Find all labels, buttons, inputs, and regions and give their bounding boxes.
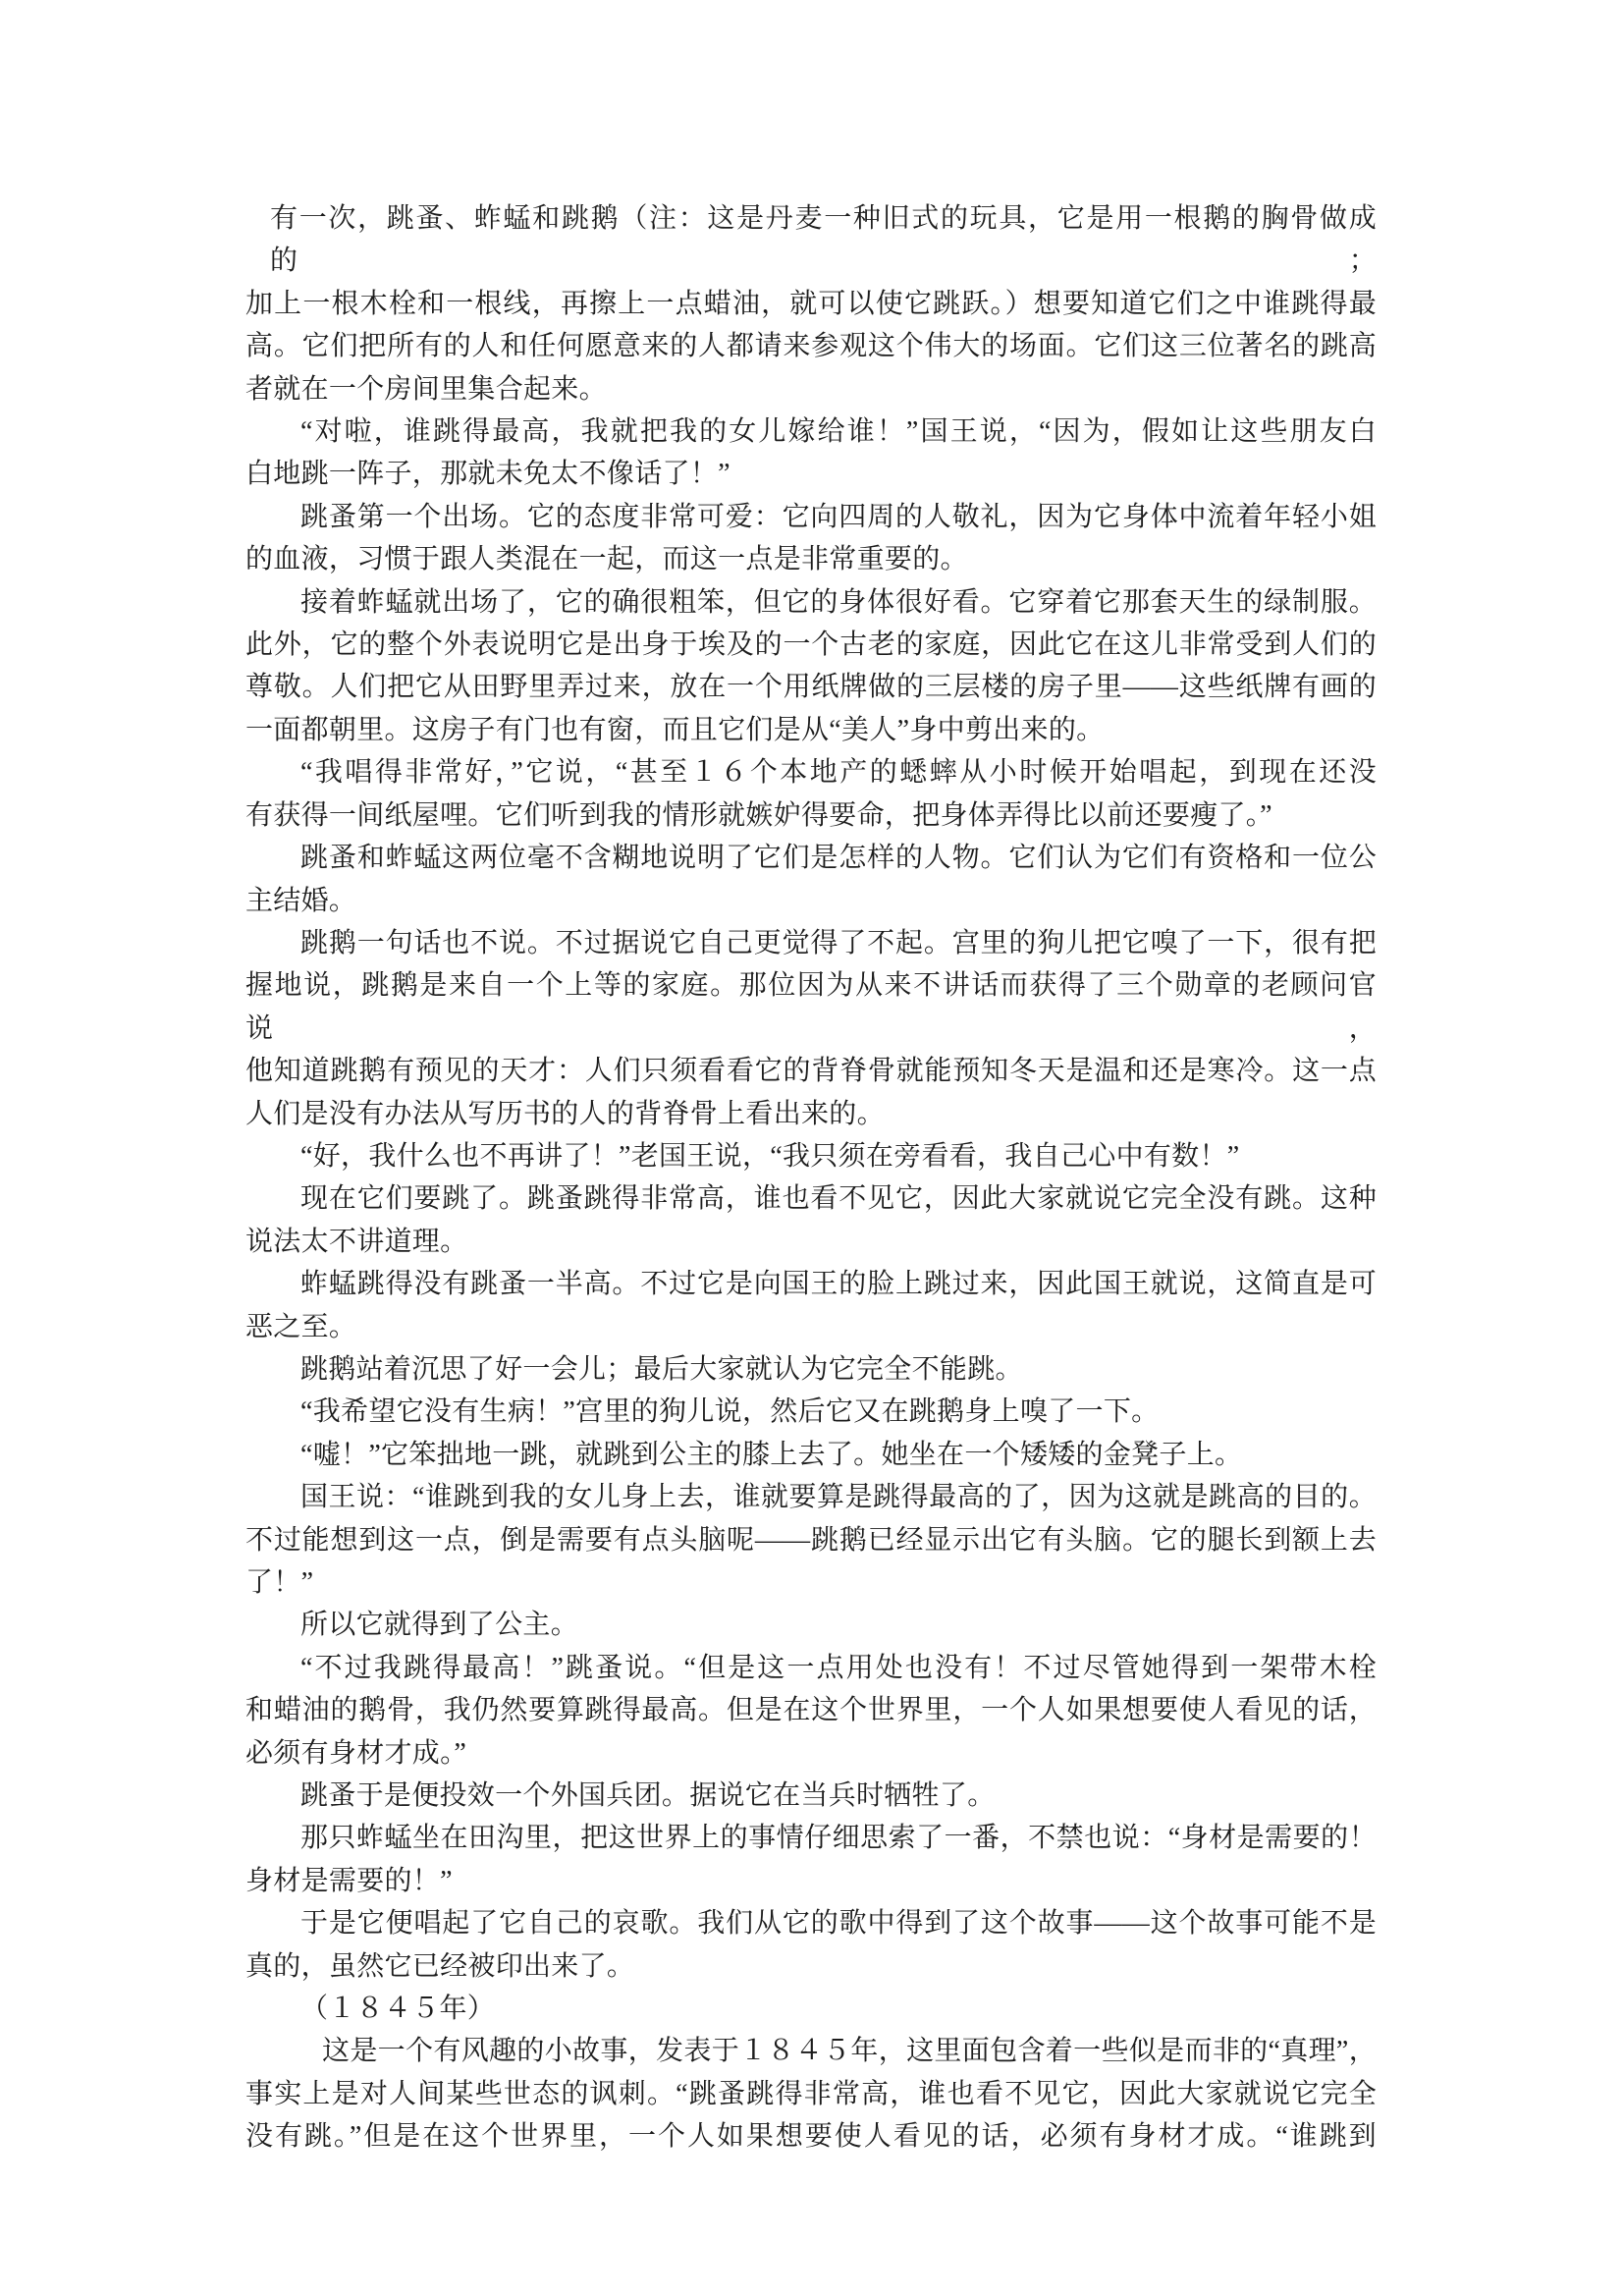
text-line: 的血液，习惯于跟人类混在一起，而这一点是非常重要的。 xyxy=(245,544,968,575)
text-line: “我唱得非常好，”它说，“甚至１６个本地产的蟋蟀从小时候开始唱起，到现在还没 xyxy=(300,757,1377,789)
text-line: 跳蚤于是便投效一个外国兵团。据说它在当兵时牺牲了。 xyxy=(300,1780,996,1812)
text-line: 真的，虽然它已经被印出来了。 xyxy=(245,1950,635,1982)
text-line: 于是它便唱起了它自己的哀歌。我们从它的歌中得到了这个故事——这个故事可能不是 xyxy=(300,1908,1377,1940)
text-line: 他知道跳鹅有预见的天才：人们只须看看它的背脊骨就能预知冬天是温和还是寒冷。这一点 xyxy=(245,1056,1377,1087)
text-line: 不过能想到这一点，倒是需要有点头脑呢——跳鹅已经显示出它有头脑。它的腿长到额上去 xyxy=(245,1524,1377,1556)
text-line: 和蜡油的鹅骨，我仍然要算跳得最高。但是在这个世界里，一个人如果想要使人看见的话， xyxy=(245,1695,1377,1726)
text-line: 有一次，跳蚤、蚱蜢和跳鹅（注：这是丹麦一种旧式的玩具，它是用一根鹅的胸骨做成的； xyxy=(270,203,1377,277)
text-line: 恶之至。 xyxy=(245,1311,357,1342)
text-line: 说法太不讲道理。 xyxy=(245,1226,468,1257)
text-line: 加上一根木栓和一根线，再擦上一点蜡油，就可以使它跳跃。）想要知道它们之中谁跳得最 xyxy=(245,288,1377,319)
text-line: 了！” xyxy=(245,1567,314,1598)
page-text xyxy=(245,197,1377,2159)
text-line: “我希望它没有生病！”宫里的狗儿说，然后它又在跳鹅身上嗅了一下。 xyxy=(300,1396,1160,1428)
text-line: 尊敬。人们把它从田野里弄过来，放在一个用纸牌做的三层楼的房子里——这些纸牌有画的 xyxy=(245,672,1377,703)
text-line: （１８４５年） xyxy=(300,1994,496,2025)
text-line: 所以它就得到了公主。 xyxy=(300,1610,579,1641)
text-line: 接着蚱蜢就出场了，它的确很粗笨，但它的身体很好看。它穿着它那套天生的绿制服。 xyxy=(300,586,1377,618)
text-line: 身材是需要的！” xyxy=(245,1865,453,1896)
text-line: 事实上是对人间某些世态的讽刺。“跳蚤跳得非常高，谁也看不见它，因此大家就说它完全 xyxy=(245,2078,1377,2109)
text-line: “不过我跳得最高！”跳蚤说。“但是这一点用处也没有！不过尽管她得到一架带木栓 xyxy=(300,1652,1377,1683)
text-line: 人们是没有办法从写历书的人的背脊骨上看出来的。 xyxy=(245,1098,885,1129)
text-line: 跳蚤和蚱蜢这两位毫不含糊地说明了它们是怎样的人物。它们认为它们有资格和一位公 xyxy=(300,843,1377,874)
text-line: 这是一个有风趣的小故事，发表于１８４５年，这里面包含着一些似是而非的“真理”， xyxy=(322,2036,1377,2067)
text-line: 一面都朝里。这房子有门也有窗，而且它们是从“美人”身中剪出来的。 xyxy=(245,714,1105,745)
text-line: 蚱蜢跳得没有跳蚤一半高。不过它是向国王的脸上跳过来，因此国王就说，这简直是可 xyxy=(300,1269,1377,1300)
text-line: 现在它们要跳了。跳蚤跳得非常高，谁也看不见它，因此大家就说它完全没有跳。这种 xyxy=(300,1183,1377,1215)
text-line: 跳蚤第一个出场。它的态度非常可爱：它向四周的人敬礼，因为它身体中流着年轻小姐 xyxy=(300,501,1377,532)
text-line: 主结婚。 xyxy=(245,885,357,916)
text-line: 此外，它的整个外表说明它是出身于埃及的一个古老的家庭，因此它在这儿非常受到人们的 xyxy=(245,629,1377,661)
text-line: 国王说：“谁跳到我的女儿身上去，谁就要算是跳得最高的了，因为这就是跳高的目的。 xyxy=(300,1482,1377,1513)
text-line: 有获得一间纸屋哩。它们听到我的情形就嫉妒得要命，把身体弄得比以前还要瘦了。” xyxy=(245,799,1272,831)
text-line: 高。它们把所有的人和任何愿意来的人都请来参观这个伟大的场面。它们这三位著名的跳高 xyxy=(245,331,1377,362)
text-line: “对啦，谁跳得最高，我就把我的女儿嫁给谁！”国王说，“因为，假如让这些朋友白 xyxy=(300,416,1377,448)
text-line: 白地跳一阵子，那就未免太不像话了！” xyxy=(245,459,730,490)
text-line: 跳鹅一句话也不说。不过据说它自己更觉得了不起。宫里的狗儿把它嗅了一下，很有把 xyxy=(300,927,1377,958)
text-line: “嘘！”它笨拙地一跳，就跳到公主的膝上去了。她坐在一个矮矮的金凳子上。 xyxy=(300,1439,1243,1470)
text-line: 握地说，跳鹅是来自一个上等的家庭。那位因为从来不讲话而获得了三个勋章的老顾问官说， xyxy=(245,970,1377,1044)
text-line: 那只蚱蜢坐在田沟里，把这世界上的事情仔细思索了一番，不禁也说：“身材是需要的！ xyxy=(300,1823,1377,1854)
text-line: 跳鹅站着沉思了好一会儿；最后大家就认为它完全不能跳。 xyxy=(300,1353,1023,1385)
text-line: 没有跳。”但是在这个世界里，一个人如果想要使人看见的话，必须有身材才成。“谁跳到 xyxy=(245,2121,1377,2153)
text-line: 必须有身材才成。” xyxy=(245,1737,467,1769)
text-line: 者就在一个房间里集合起来。 xyxy=(245,373,607,405)
text-line: “好，我什么也不再讲了！”老国王说，“我只须在旁看看，我自己心中有数！” xyxy=(300,1140,1240,1172)
